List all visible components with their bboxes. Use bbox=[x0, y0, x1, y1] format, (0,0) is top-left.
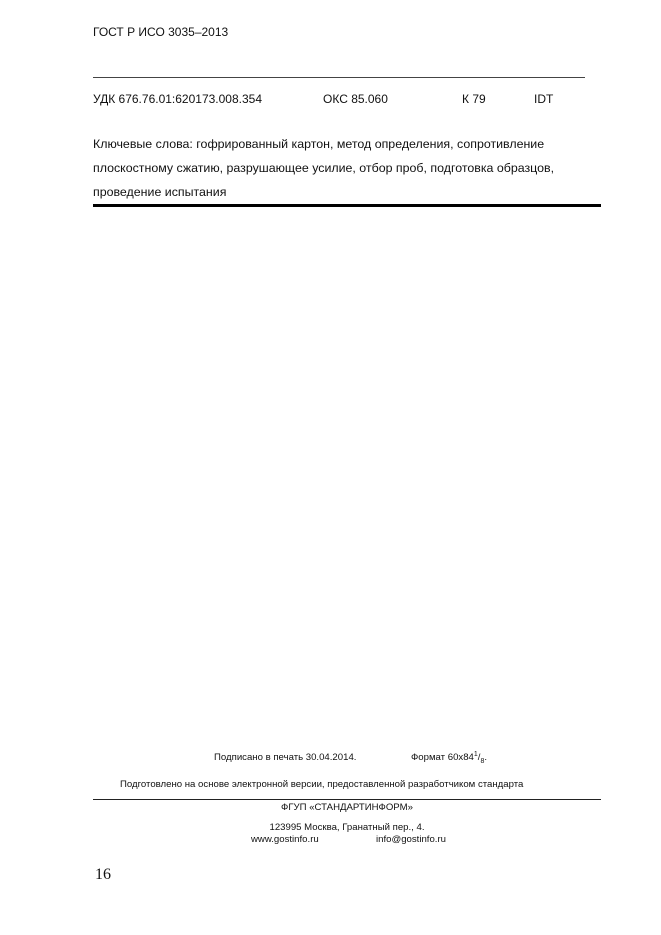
format-label: Формат 60x84 bbox=[411, 752, 474, 763]
document-header: ГОСТ Р ИСО 3035–2013 bbox=[93, 25, 229, 39]
idt-code: IDT bbox=[534, 92, 554, 106]
k-code: К 79 bbox=[462, 92, 486, 106]
oks-code: ОКС 85.060 bbox=[323, 92, 388, 106]
header-divider bbox=[93, 77, 585, 78]
format-end: . bbox=[484, 752, 488, 763]
publisher-website: www.gostinfo.ru bbox=[251, 834, 319, 845]
keywords-paragraph: Ключевые слова: гофрированный картон, метод определения, сопротивление плоскостному сжатию, разрушающее усилие, отбор проб, подготовка образцов, проведение испытания bbox=[93, 137, 555, 199]
page-number: 16 bbox=[95, 866, 111, 883]
imprint-divider bbox=[93, 799, 601, 800]
publisher-address: 123995 Москва, Гранатный пер., 4. bbox=[269, 822, 425, 833]
format-denominator: 8 bbox=[480, 757, 485, 765]
prepared-note: Подготовлено на основе электронной версии, предоставленной разработчиком стандарта bbox=[120, 779, 524, 790]
print-format: Формат $60x84^1/_8$. bbox=[411, 750, 488, 765]
keywords-divider bbox=[93, 204, 601, 207]
publisher-name: ФГУП «СТАНДАРТИНФОРМ» bbox=[281, 802, 413, 813]
signed-date: Подписано в печать 30.04.2014. bbox=[214, 752, 357, 763]
publisher-email: info@gostinfo.ru bbox=[376, 834, 447, 845]
format-numerator: 1 bbox=[473, 750, 478, 758]
udk-code: УДК 676.76.01:620173.008.354 bbox=[93, 92, 263, 106]
